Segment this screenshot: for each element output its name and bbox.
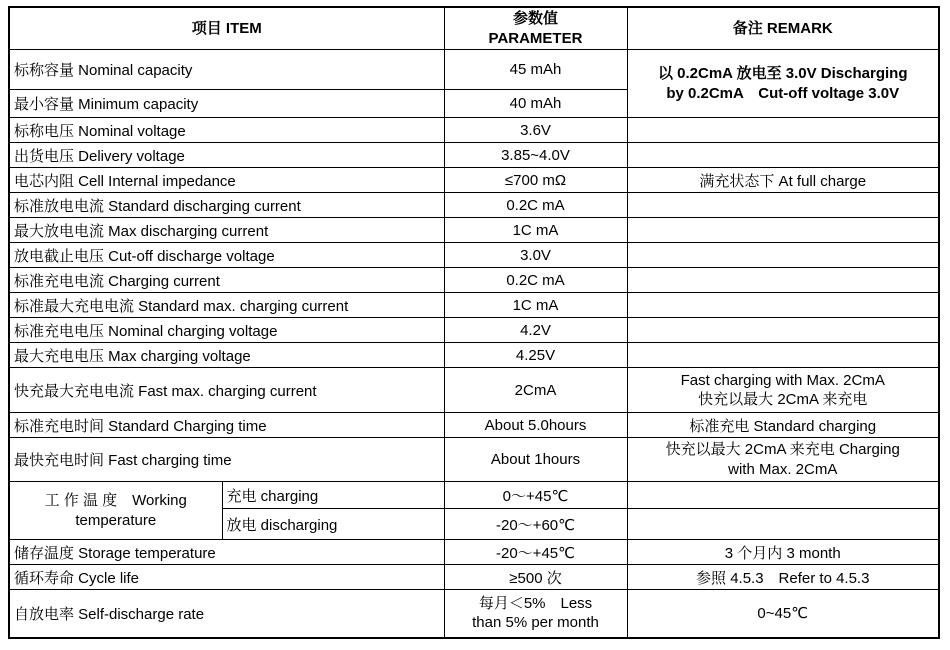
standard-max-charging-current-param: 1C mA [444, 293, 627, 318]
standard-max-charging-current-item: 标准最大充电电流 Standard max. charging current [9, 293, 444, 318]
working-temp-discharging-param: -20～+60℃ [444, 509, 627, 540]
self-discharge-rate-param [444, 590, 627, 638]
standard-discharging-current-item: 标准放电电流 Standard discharging current [9, 193, 444, 218]
max-charging-voltage-param: 4.25V [444, 343, 627, 368]
fast-charging-time-remark-line1: 快充以最大 2CmA 来充电 Charging [665, 441, 900, 458]
standard-charging-time-item: 标准充电时间 Standard Charging time [9, 413, 444, 438]
internal-impedance-remark: 满充状态下 At full charge [627, 168, 939, 193]
cutoff-discharge-voltage-remark [627, 243, 939, 268]
internal-impedance-param: ≤700 mΩ [444, 168, 627, 193]
working-temperature-line2: temperature [75, 511, 157, 529]
working-temp-charging-param: 0～+45℃ [444, 482, 627, 509]
nominal-voltage-remark [627, 118, 939, 143]
row-cycle-life [9, 565, 939, 590]
row-internal-impedance [9, 168, 939, 193]
working-temp-charging-item: 充电 charging [222, 482, 444, 509]
header-parameter-line1: 参数值 [512, 10, 558, 27]
row-nominal-voltage [9, 118, 939, 143]
storage-temperature-param: -20～+45℃ [444, 540, 627, 565]
fast-charging-time-param: About 1hours [444, 438, 627, 482]
row-fast-charging-time [9, 438, 939, 482]
charging-current-remark [627, 268, 939, 293]
row-fast-max-charging-current [9, 368, 939, 413]
header-parameter-line2: PARAMETER [488, 29, 583, 47]
nominal-charging-voltage-remark [627, 318, 939, 343]
cutoff-discharge-voltage-item: 放电截止电压 Cut-off discharge voltage [9, 243, 444, 268]
header-item: 项目 ITEM [9, 7, 444, 50]
fast-max-charging-current-remark-line2: 快充以最大 2CmA 来充电 [698, 391, 868, 408]
row-storage-temperature [9, 540, 939, 565]
cycle-life-item: 循环寿命 Cycle life [9, 565, 444, 590]
nominal-charging-voltage-param: 4.2V [444, 318, 627, 343]
nominal-voltage-param: 3.6V [444, 118, 627, 143]
row-working-temp-charging [9, 482, 939, 509]
fast-max-charging-current-remark [627, 368, 939, 413]
row-cutoff-discharge-voltage [9, 243, 939, 268]
row-standard-discharging-current [9, 193, 939, 218]
row-standard-charging-time [9, 413, 939, 438]
fast-charging-time-item: 最快充电时间 Fast charging time [9, 438, 444, 482]
standard-charging-time-param: About 5.0hours [444, 413, 627, 438]
row-standard-max-charging-current [9, 293, 939, 318]
row-max-discharging-current [9, 218, 939, 243]
delivery-voltage-item: 出货电压 Delivery voltage [9, 143, 444, 168]
cycle-life-param: ≥500 次 [444, 565, 627, 590]
capacity-remark [627, 50, 939, 118]
internal-impedance-item: 电芯内阻 Cell Internal impedance [9, 168, 444, 193]
max-charging-voltage-item: 最大充电电压 Max charging voltage [9, 343, 444, 368]
row-delivery-voltage [9, 143, 939, 168]
fast-charging-time-remark [627, 438, 939, 482]
storage-temperature-item: 储存温度 Storage temperature [9, 540, 444, 565]
row-self-discharge-rate [9, 590, 939, 638]
storage-temperature-remark: 3 个月内 3 month [627, 540, 939, 565]
max-discharging-current-param: 1C mA [444, 218, 627, 243]
standard-discharging-current-remark [627, 193, 939, 218]
max-discharging-current-remark [627, 218, 939, 243]
working-temp-discharging-item: 放电 discharging [222, 509, 444, 540]
delivery-voltage-remark [627, 143, 939, 168]
standard-discharging-current-param: 0.2C mA [444, 193, 627, 218]
nominal-charging-voltage-item: 标准充电电压 Nominal charging voltage [9, 318, 444, 343]
fast-max-charging-current-param: 2CmA [444, 368, 627, 413]
capacity-remark-line2: by 0.2CmA Cut-off voltage 3.0V [666, 84, 900, 102]
max-charging-voltage-remark [627, 343, 939, 368]
fast-max-charging-current-item: 快充最大充电电流 Fast max. charging current [9, 368, 444, 413]
battery-spec-table [8, 6, 940, 639]
delivery-voltage-param: 3.85~4.0V [444, 143, 627, 168]
self-discharge-rate-param-line2: than 5% per month [472, 614, 599, 632]
cutoff-discharge-voltage-param: 3.0V [444, 243, 627, 268]
self-discharge-rate-remark: 0~45℃ [627, 590, 939, 638]
working-temperature-line1: 工 作 温 度 Working [44, 492, 187, 509]
minimum-capacity-item: 最小容量 Minimum capacity [9, 90, 444, 118]
charging-current-item: 标准充电电流 Charging current [9, 268, 444, 293]
charging-current-param: 0.2C mA [444, 268, 627, 293]
header-remark: 备注 REMARK [627, 7, 939, 50]
row-nominal-charging-voltage [9, 318, 939, 343]
self-discharge-rate-item: 自放电率 Self-discharge rate [9, 590, 444, 638]
max-discharging-current-item: 最大放电电流 Max discharging current [9, 218, 444, 243]
capacity-remark-line1: 以 0.2CmA 放电至 3.0V Discharging [657, 65, 908, 82]
row-charging-current [9, 268, 939, 293]
working-temp-discharging-remark [627, 509, 939, 540]
header-row [9, 7, 939, 50]
working-temp-charging-remark [627, 482, 939, 509]
nominal-capacity-item: 标称容量 Nominal capacity [9, 50, 444, 90]
header-parameter [444, 7, 627, 50]
fast-max-charging-current-remark-line1: Fast charging with Max. 2CmA [680, 371, 885, 389]
standard-charging-time-remark: 标准充电 Standard charging [627, 413, 939, 438]
minimum-capacity-param: 40 mAh [444, 90, 627, 118]
fast-charging-time-remark-line2: with Max. 2CmA [728, 460, 838, 478]
cycle-life-remark: 参照 4.5.3 Refer to 4.5.3 [627, 565, 939, 590]
row-nominal-capacity [9, 50, 939, 90]
row-max-charging-voltage [9, 343, 939, 368]
nominal-capacity-param: 45 mAh [444, 50, 627, 90]
nominal-voltage-item: 标称电压 Nominal voltage [9, 118, 444, 143]
working-temperature-item [9, 482, 222, 540]
self-discharge-rate-param-line1: 每月＜5% Less [478, 594, 593, 612]
standard-max-charging-current-remark [627, 293, 939, 318]
